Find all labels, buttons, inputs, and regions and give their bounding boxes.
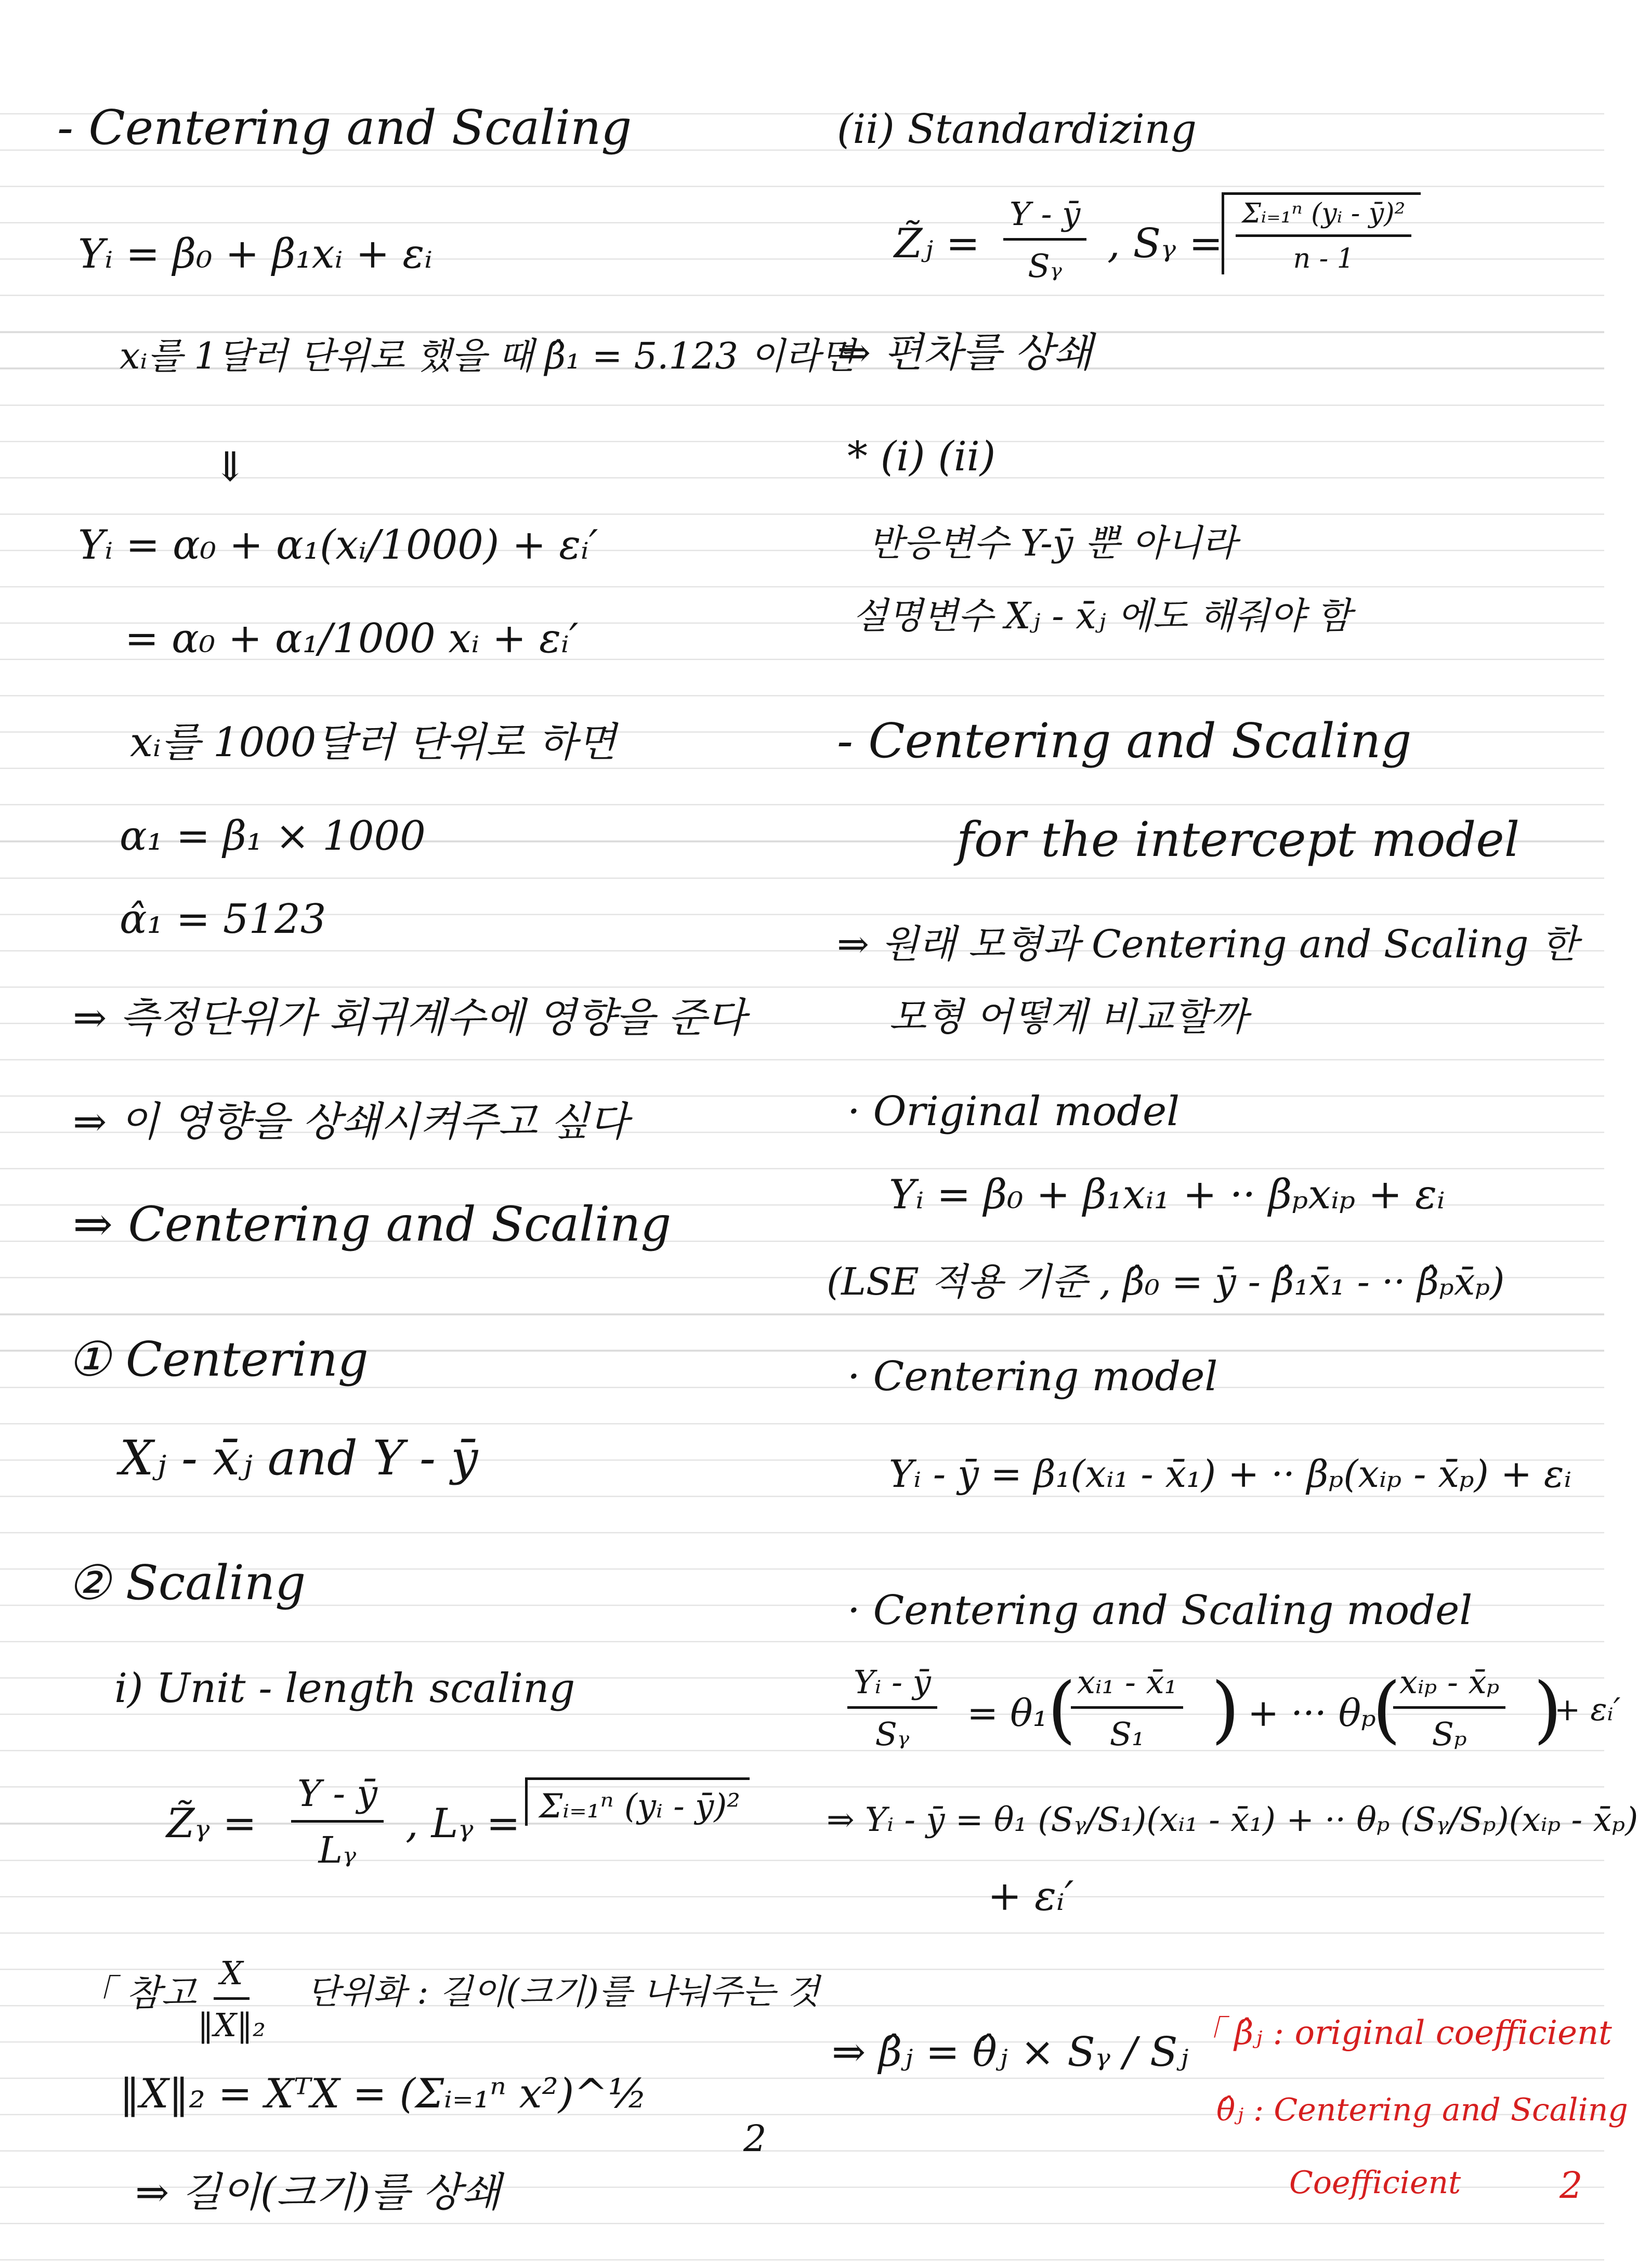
paren-close: ) [1534,1667,1562,1752]
legend-theta: θ̂ⱼ : Centering and Scaling [1216,2092,1628,2128]
fraction-numerator: Σᵢ₌₁ⁿ (yᵢ - ȳ)² [1236,198,1411,237]
model-equation: Yᵢ = β₀ + β₁xᵢ + εᵢ [78,231,433,278]
unit-length-heading: i) Unit - length scaling [114,1665,575,1712]
cs-tail: + εᵢ′ [1554,1692,1621,1728]
s-fraction [1236,198,1411,274]
legend-beta: 「 β̂ⱼ : original coefficient [1190,2014,1612,2052]
alpha-hat-value: α̂₁ = 5123 [120,896,326,943]
legend-theta-cont: Coefficient [1289,2165,1461,2201]
note-prefix: 「 참고 [78,1972,196,2014]
fraction-numerator: Y - ȳ [291,1772,384,1823]
explanatory-note: 설명변수 Xⱼ - x̄ⱼ 에도 해줘야 함 [853,595,1352,637]
centering-terms: Xⱼ - x̄ⱼ and Y - ȳ [120,1430,478,1486]
fraction-denominator: Sᵧ [1028,247,1063,285]
note-text: 단위화 : 길이(크기)를 나눠주는 것 [307,1972,820,2012]
lse-note: (LSE 적용 기준 , β̂₀ = ȳ - β̂₁x̄₁ - ·· β̂ₚx̄ₚ) [827,1260,1505,1303]
fraction-numerator: xᵢₚ - x̄ₚ [1393,1663,1505,1709]
scaling-heading: ② Scaling [68,1555,306,1611]
response-note: 반응변수 Y-ȳ 뿐 아니라 [868,522,1237,564]
cs-term1-fraction [1071,1663,1183,1753]
norm-result: ⇒ 길이(크기)를 상쇄 [135,2169,501,2216]
paren-open: ( [1047,1667,1076,1752]
fraction-numerator: Y - ȳ [1003,195,1086,241]
cs-derived-tail: + εᵢ′ [988,1873,1074,1920]
fraction-numerator: xᵢ₁ - x̄₁ [1071,1663,1183,1709]
fraction-numerator: Yᵢ - ȳ [847,1663,937,1709]
conclusion-line: ⇒ 측정단위가 회귀계수에 영향을 준다 [73,995,746,1041]
page-mark: 2 [1560,2164,1583,2207]
cs-termp-fraction [1393,1663,1505,1753]
z-tilde-lhs: Z̃ᵧ = [166,1800,257,1847]
cs-dots: + ··· θₚ [1248,1691,1376,1735]
conclusion-line: ⇒ Centering and Scaling [73,1196,672,1252]
alpha-relation: α₁ = β₁ × 1000 [120,813,426,860]
fraction-denominator: Lᵧ [318,1829,357,1871]
sqrt-expression [1222,192,1421,274]
rescaled-equation: Yᵢ = α₀ + α₁(xᵢ/1000) + εᵢ′ [78,522,598,569]
centering-heading: ① Centering [68,1331,369,1387]
section-title: - Centering and Scaling [57,100,632,155]
fraction-denominator: Sₚ [1432,1715,1467,1753]
top-margin [0,0,1604,78]
original-model-heading: · Original model [847,1088,1180,1135]
l-y-lhs: , Lᵧ = [405,1800,520,1847]
cs-lhs-fraction [847,1663,937,1753]
z-fraction [1003,195,1086,285]
original-model-equation: Yᵢ = β₀ + β₁xᵢ₁ + ·· βₚxᵢₚ + εᵢ [889,1171,1445,1218]
star-note: * (i) (ii) [847,433,996,480]
implies-arrow: ⇓ [213,444,247,491]
fraction-denominator: n - 1 [1293,243,1354,274]
norm-equation: ‖X‖₂ = XᵀX = (Σᵢ₌₁ⁿ x²)^½ [120,2071,648,2117]
rescaled-equation-2: = α₀ + α₁/1000 xᵢ + εᵢ′ [125,615,579,662]
sqrt-expression: Σᵢ₌₁ⁿ (yᵢ - ȳ)² [525,1777,750,1826]
normalize-fraction [198,1954,266,2044]
fraction-numerator: X [214,1954,249,2000]
compare-line: ⇒ 원래 모형과 Centering and Scaling 한 [837,922,1578,967]
paren-open: ( [1372,1667,1401,1752]
compare-line: 모형 어떻게 비교할까 [889,995,1248,1039]
thousand-unit-note: xᵢ를 1000달러 단위로 하면 [130,719,617,766]
cs-model-heading: · Centering and Scaling model [847,1587,1473,1634]
section-title: - Centering and Scaling [837,713,1412,769]
conclusion-line: ⇒ 이 영향을 상쇄시켜주고 싶다 [73,1099,628,1145]
z-lhs: Z̃ⱼ = [894,220,980,267]
cs-theta1: = θ₁ [967,1691,1048,1735]
section-subtitle: for the intercept model [956,812,1520,867]
fraction-denominator: ‖X‖₂ [198,2006,266,2044]
beta-relation: ⇒ β̂ⱼ = θ̂ⱼ × Sᵧ / Sⱼ [832,2029,1189,2076]
centering-model-heading: · Centering model [847,1353,1218,1400]
centering-model-equation: Yᵢ - ȳ = β₁(xᵢ₁ - x̄₁) + ·· βₚ(xᵢₚ - x̄ₚ) + εᵢ [889,1452,1572,1496]
unit-example: xᵢ를 1달러 단위로 했을 때 β̂₁ = 5.123 이라면 [120,335,856,377]
fraction-denominator: Sᵧ [875,1715,910,1753]
standardizing-heading: (ii) Standardizing [837,106,1197,153]
fraction-denominator: S₁ [1109,1715,1145,1753]
s-lhs: , Sᵧ = [1107,220,1223,267]
z-tilde-fraction [291,1772,384,1871]
paren-close: ) [1211,1667,1240,1752]
cs-derived-equation: ⇒ Yᵢ - ȳ = θ₁ (Sᵧ/S₁)(xᵢ₁ - x̄₁) + ·· θₚ (Sᵧ/Sₚ)(xᵢₚ - x̄ₚ) [827,1801,1638,1839]
page-mark: 2 [743,2117,767,2160]
s-result: ⇒ 편차를 상쇄 [837,329,1093,376]
